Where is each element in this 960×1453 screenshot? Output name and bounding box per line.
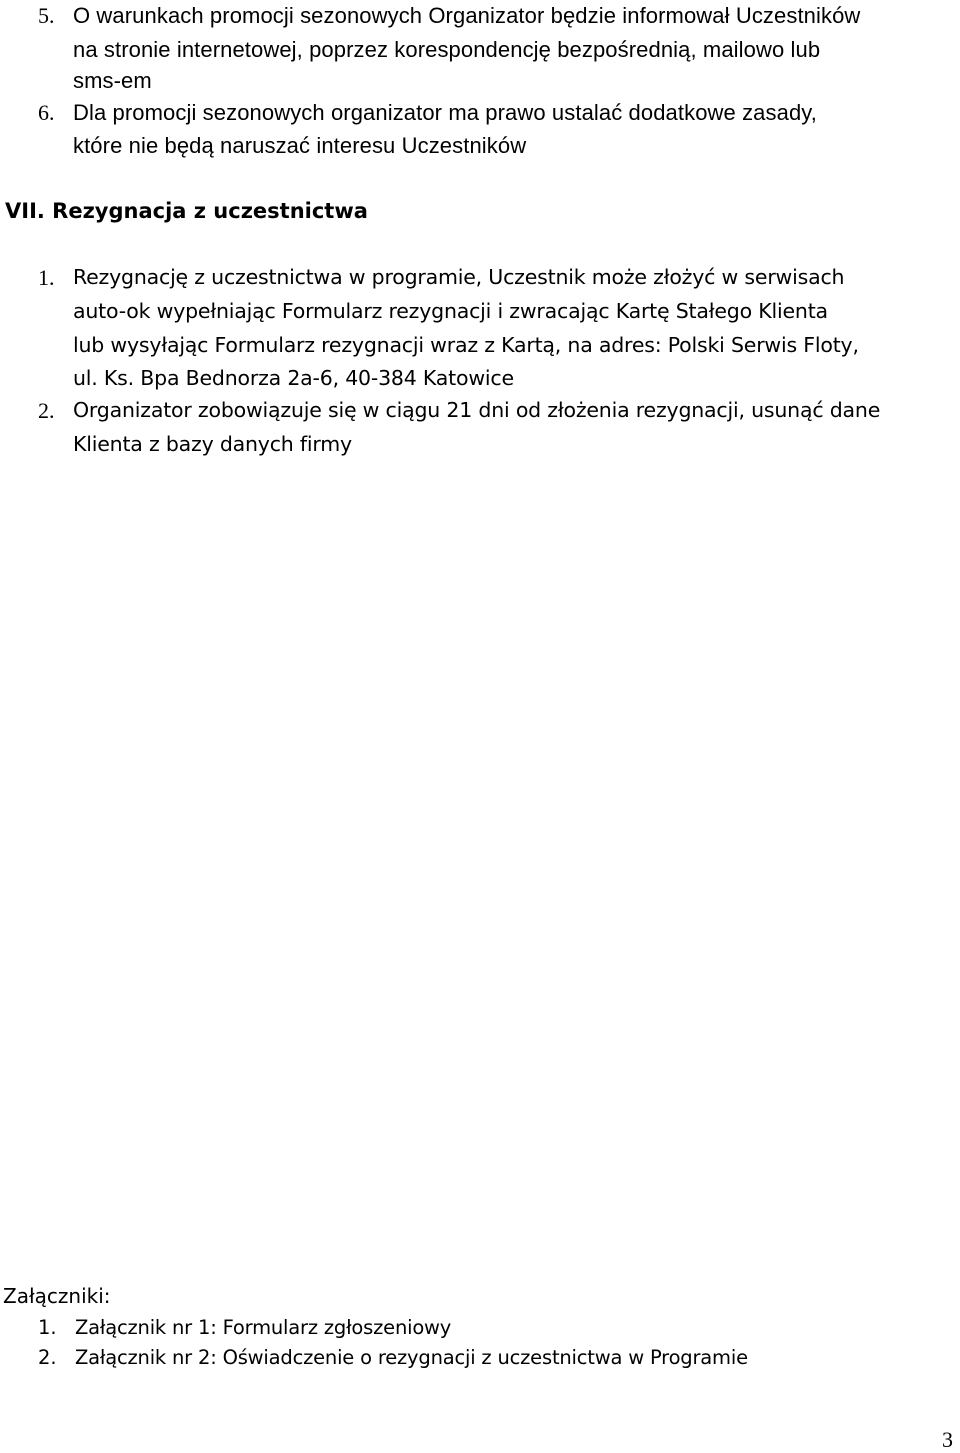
list-item-line: Rezygnację z uczestnictwa w programie, Uczestnik może złożyć w serwisach (73, 265, 845, 289)
attachment-text: Załącznik nr 1: Formularz zgłoszeniowy (75, 1316, 452, 1339)
list-item-line: które nie będą naruszać interesu Uczestników (73, 133, 527, 158)
list-item-line: na stronie internetowej, poprzez korespondencję bezpośrednią, mailowo lub (73, 37, 821, 62)
list-item-line: sms-em (73, 68, 152, 93)
section-heading: VII. Rezygnacja z uczestnictwa (5, 199, 368, 223)
list-item-line: Dla promocji sezonowych organizator ma prawo ustalać dodatkowe zasady, (73, 100, 817, 125)
list-item-line: O warunkach promocji sezonowych Organizator będzie informował Uczestników (73, 3, 861, 28)
attachment-number: 2. (38, 1346, 57, 1369)
list-item-line: Organizator zobowiązuje się w ciągu 21 dni od złożenia rezygnacji, usunąć dane (73, 398, 881, 422)
attachment-text: Załącznik nr 2: Oświadczenie o rezygnacji z uczestnictwa w Programie (75, 1346, 748, 1369)
list-item-line: Klienta z bazy danych firmy (73, 432, 352, 456)
list-item-number: 6. (38, 100, 55, 125)
attachment-number: 1. (38, 1316, 57, 1339)
attachments-title: Załączniki: (3, 1284, 111, 1308)
list-item-line: auto-ok wypełniając Formularz rezygnacji i zwracając Kartę Stałego Klienta (73, 299, 828, 323)
list-item-line: ul. Ks. Bpa Bednorza 2a-6, 40-384 Katowice (73, 366, 514, 390)
list-item-number: 2. (38, 398, 55, 423)
list-item-number: 1. (38, 265, 55, 290)
list-item-line: lub wysyłając Formularz rezygnacji wraz z Kartą, na adres: Polski Serwis Floty, (73, 333, 859, 357)
page-number: 3 (942, 1427, 953, 1452)
list-item-number: 5. (38, 3, 55, 28)
